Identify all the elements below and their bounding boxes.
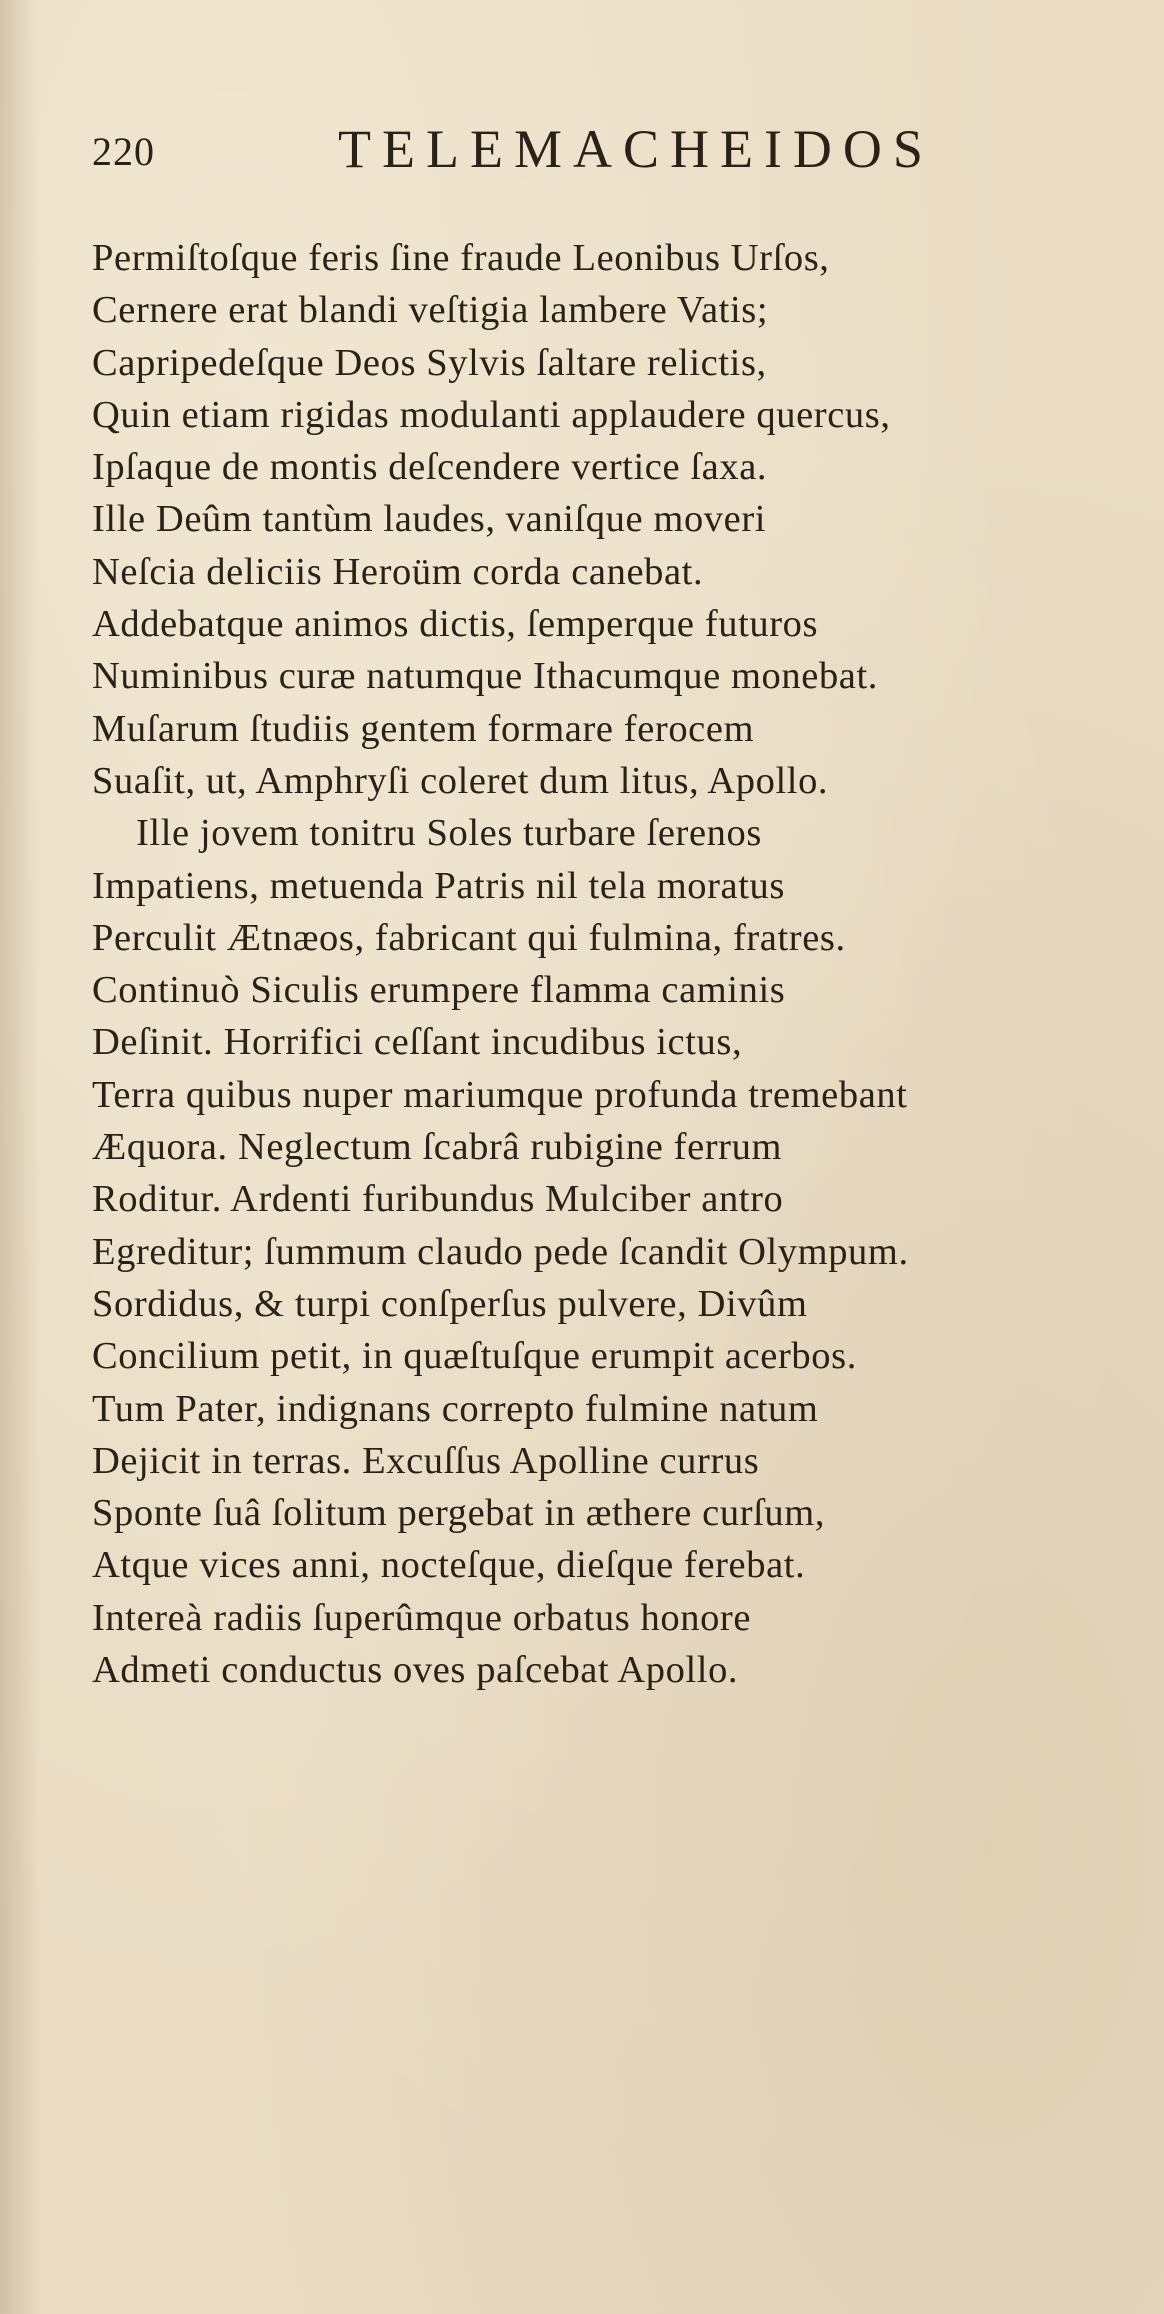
verse-line: Capripedeſque Deos Sylvis ſaltare relictis, bbox=[92, 341, 767, 384]
verse-line: Permiſtoſque feris ſine fraude Leonibus Urſos, bbox=[92, 237, 830, 279]
running-title: TELEMACHEIDOS bbox=[338, 119, 934, 179]
verse-line: Concilium petit, in quæſtuſque erumpit acerbos. bbox=[92, 1335, 857, 1378]
verse-line: Ille jovem tonitru Soles turbare ſerenos bbox=[136, 812, 762, 855]
verse-line: Ille Deûm tantùm laudes, vaniſque moveri bbox=[92, 498, 767, 541]
verse-line: Admeti conductus oves paſcebat Apollo. bbox=[92, 1649, 739, 1692]
verse-line: Addebatque animos dictis, ſemperque futuros bbox=[92, 603, 819, 646]
verse-line: Dejicit in terras. Excuſſus Apolline currus bbox=[92, 1439, 760, 1482]
verse-line: Deſinit. Horrifici ceſſant incudibus ictus, bbox=[92, 1021, 743, 1064]
verse-line: Cernere erat blandi veſtigia lambere Vatis; bbox=[92, 289, 769, 332]
verse-line: Roditur. Ardenti furibundus Mulciber antro bbox=[92, 1178, 784, 1221]
verse-line: Intereà radiis ſuperûmque orbatus honore bbox=[92, 1596, 752, 1639]
page-number: 220 bbox=[92, 129, 155, 174]
verse-line: Atque vices anni, nocteſque, dieſque ferebat. bbox=[92, 1544, 806, 1587]
verse-line: Suaſit, ut, Amphryſi coleret dum litus, Apollo. bbox=[92, 759, 829, 802]
page-header bbox=[92, 118, 1092, 188]
verse-line: Sordidus, & turpi conſperſus pulvere, Divûm bbox=[92, 1282, 808, 1325]
page-edge-shadow bbox=[0, 0, 40, 2314]
verse-line: Ipſaque de montis deſcendere vertice ſaxa. bbox=[92, 446, 768, 489]
verse-line: Quin etiam rigidas modulanti applaudere quercus, bbox=[92, 393, 891, 436]
verse-line: Impatiens, metuenda Patris nil tela moratus bbox=[92, 864, 785, 907]
verse-line: Sponte ſuâ ſolitum pergebat in æthere curſum, bbox=[92, 1492, 826, 1535]
verse-line: Perculit Ætnæos, fabricant qui fulmina, fratres. bbox=[92, 916, 846, 959]
verse-line: Tum Pater, indignans correpto fulmine natum bbox=[92, 1387, 819, 1430]
verse-line: Muſarum ſtudiis gentem formare ferocem bbox=[92, 707, 755, 750]
verse-line: Terra quibus nuper mariumque profunda tremebant bbox=[92, 1073, 908, 1116]
verse-block bbox=[92, 232, 1102, 1696]
verse-line: Egreditur; ſummum claudo pede ſcandit Olympum. bbox=[92, 1230, 909, 1273]
verse-line: Continuò Siculis erumpere flamma caminis bbox=[92, 969, 786, 1012]
verse-line: Æquora. Neglectum ſcabrâ rubigine ferrum bbox=[92, 1126, 783, 1169]
verse-line: Numinibus curæ natumque Ithacumque monebat. bbox=[92, 655, 879, 698]
verse-line: Neſcia deliciis Heroüm corda canebat. bbox=[92, 550, 704, 593]
